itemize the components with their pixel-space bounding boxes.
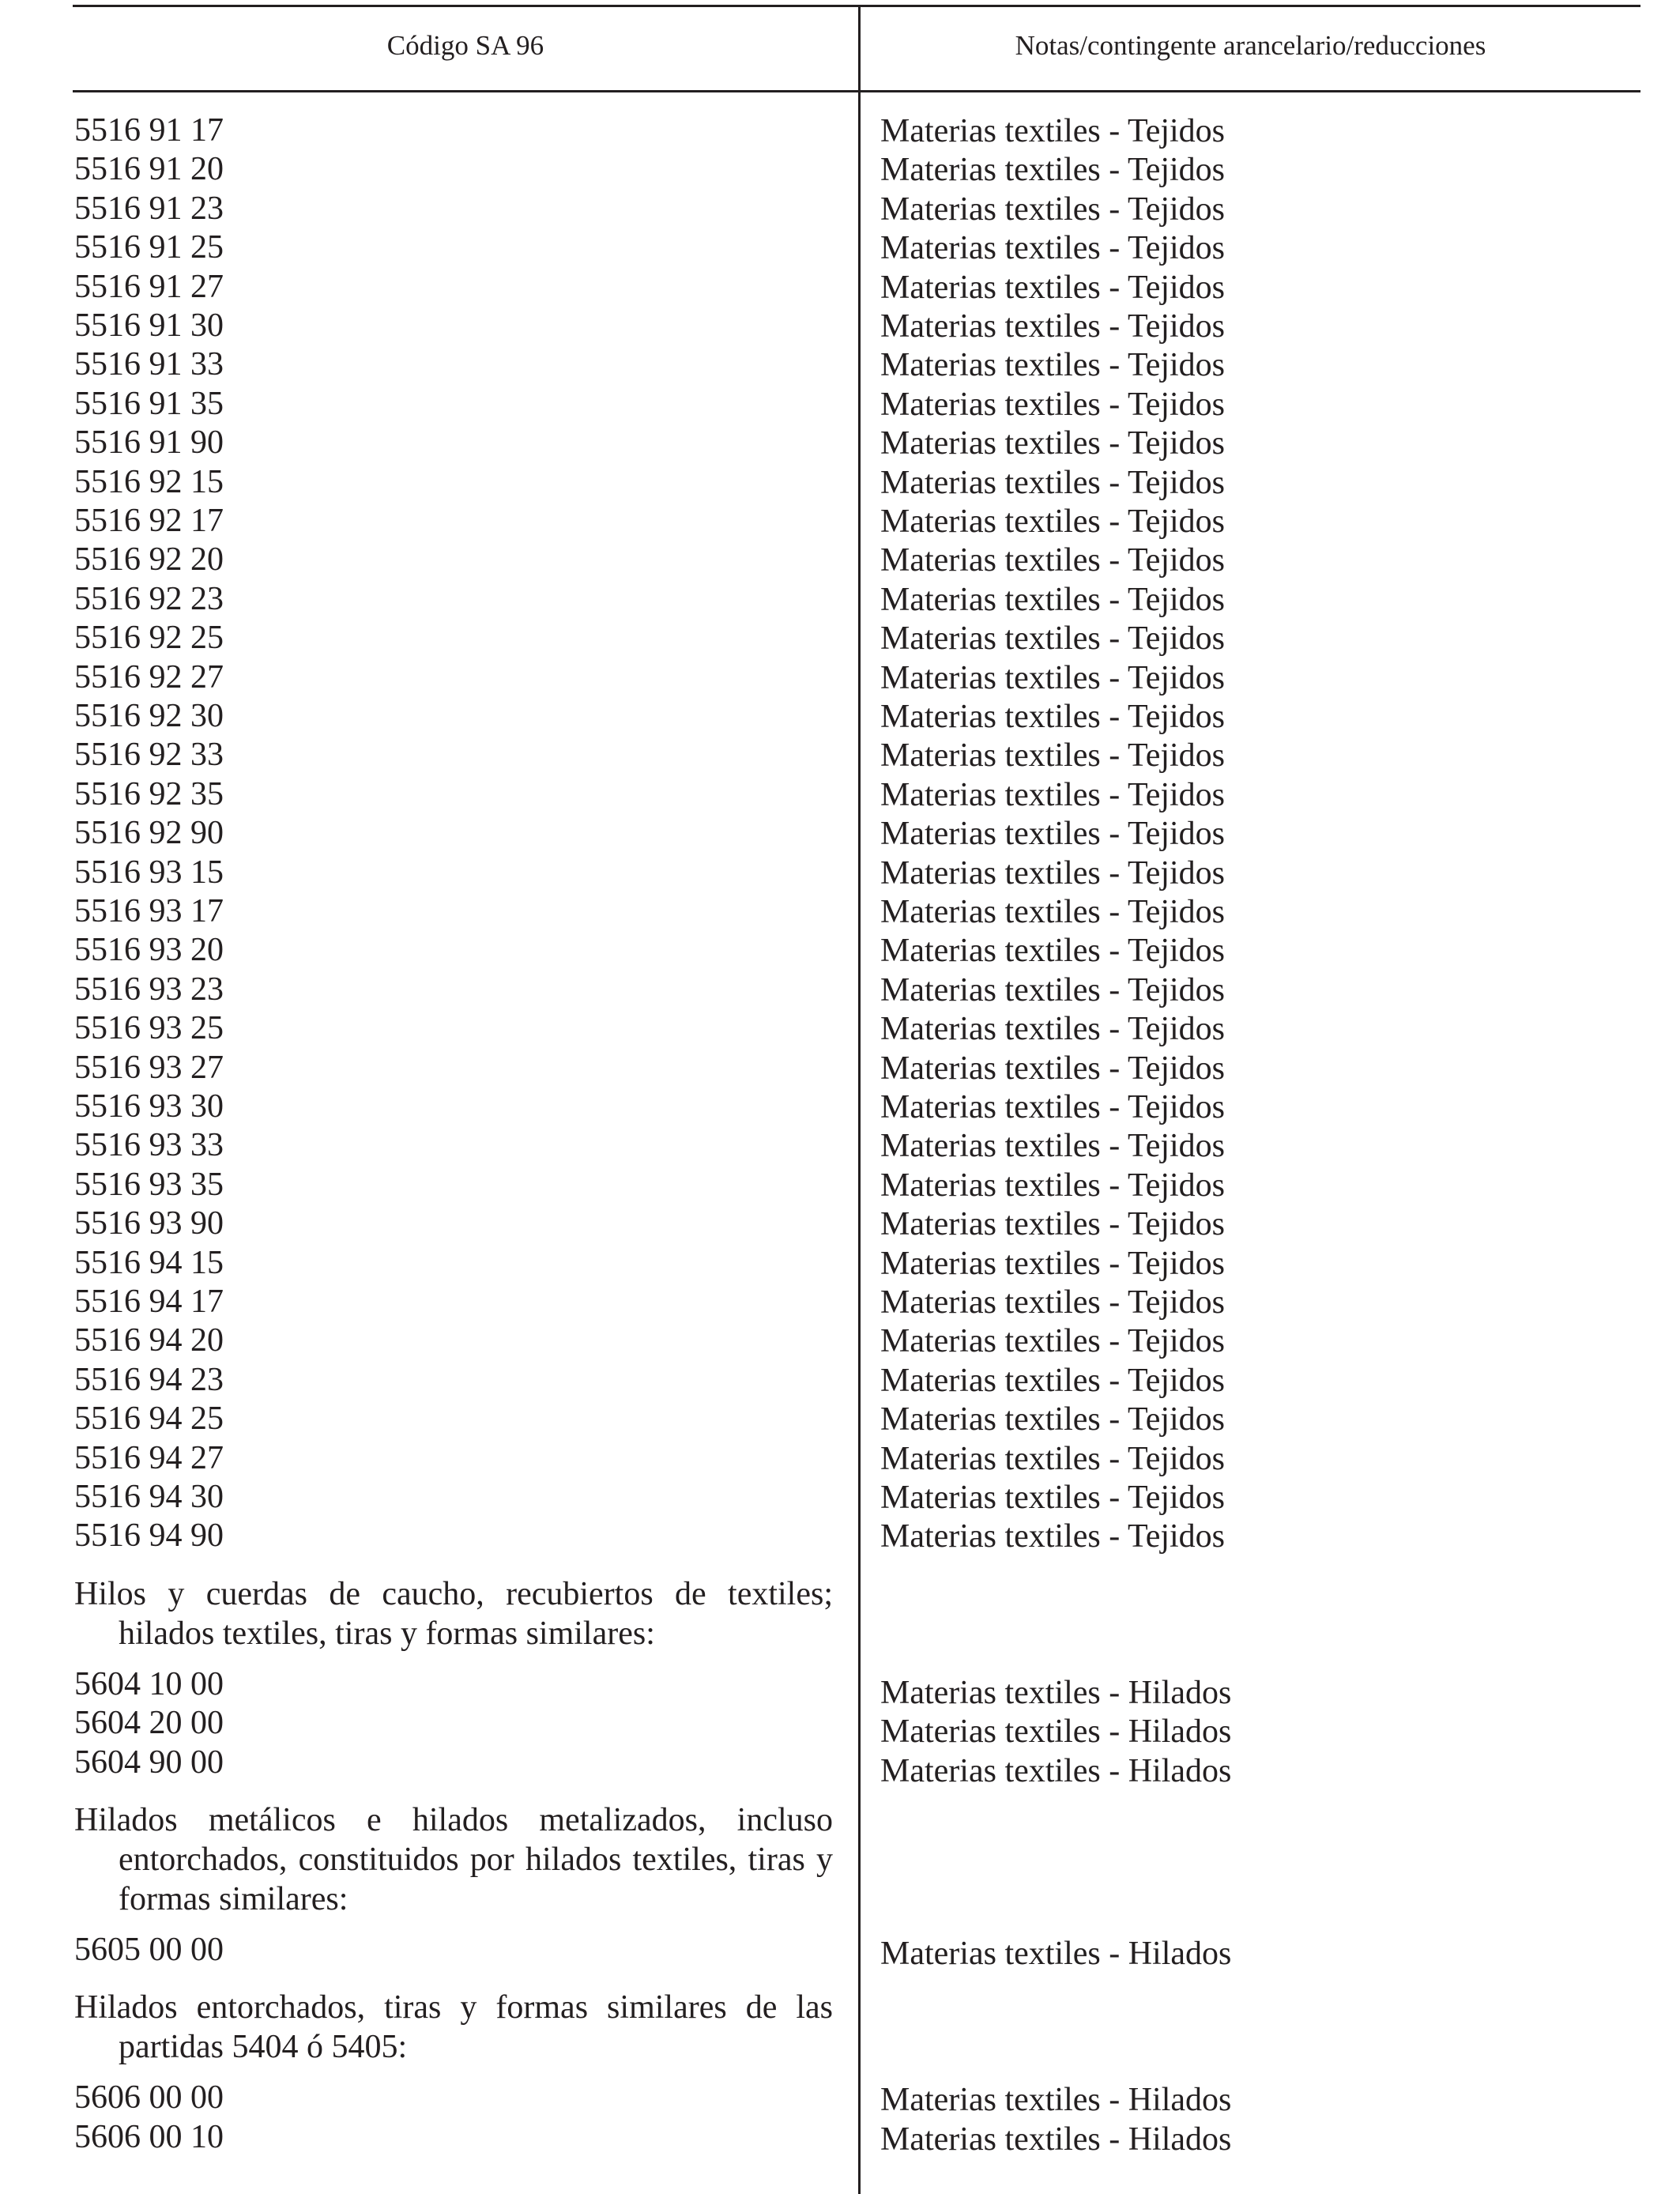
row-note: Materias textiles - Tejidos (880, 503, 1226, 540)
row-code: 5516 93 30 (74, 1088, 224, 1125)
row-note: Materias textiles - Hilados (880, 2120, 1232, 2158)
row-code: 5516 93 17 (74, 893, 224, 929)
row-code: 5516 93 15 (74, 854, 224, 891)
row-note: Materias textiles - Tejidos (880, 152, 1226, 189)
row-code: 5604 90 00 (74, 1744, 224, 1781)
row-note: Materias textiles - Tejidos (880, 971, 1226, 1008)
row-code: 5606 00 00 (74, 2079, 224, 2117)
row-code: 5516 92 25 (74, 620, 224, 657)
row-code: 5516 91 90 (74, 424, 224, 462)
section-heading: Hilos y cuerdas de caucho, recubiertos de textiles; hilados textiles, tiras y formas similares: (74, 1575, 833, 1652)
row-code: 5516 93 35 (74, 1166, 224, 1203)
row-note: Materias textiles - Tejidos (880, 1480, 1226, 1516)
row-code: 5516 94 15 (74, 1244, 224, 1281)
row-code: 5604 10 00 (74, 1665, 224, 1702)
row-code: 5516 91 33 (74, 346, 224, 383)
row-code: 5516 92 35 (74, 775, 224, 812)
row-code: 5516 94 17 (74, 1284, 224, 1320)
row-note: Materias textiles - Tejidos (880, 1245, 1226, 1282)
row-note: Materias textiles - Tejidos (880, 190, 1226, 228)
row-code: 5516 92 30 (74, 698, 224, 734)
row-note: Materias textiles - Hilados (880, 1674, 1232, 1711)
row-note: Materias textiles - Tejidos (880, 1440, 1226, 1477)
column-header-code: Código SA 96 (386, 30, 544, 61)
row-code: 5516 94 20 (74, 1322, 224, 1359)
row-code: 5516 94 23 (74, 1361, 224, 1398)
row-code: 5516 93 20 (74, 932, 224, 969)
row-code: 5516 93 23 (74, 971, 224, 1008)
row-note: Materias textiles - Hilados (880, 1713, 1232, 1751)
row-code: 5516 94 25 (74, 1400, 224, 1438)
row-code: 5516 92 15 (74, 463, 224, 500)
row-note: Materias textiles - Tejidos (880, 620, 1226, 658)
row-note: Materias textiles - Tejidos (880, 1128, 1226, 1165)
row-note: Materias textiles - Tejidos (880, 113, 1226, 149)
row-code: 5516 93 25 (74, 1010, 224, 1047)
row-note: Materias textiles - Tejidos (880, 1167, 1226, 1204)
row-note: Materias textiles - Tejidos (880, 347, 1226, 384)
row-note: Materias textiles - Tejidos (880, 1050, 1226, 1087)
row-note: Materias textiles - Tejidos (880, 1206, 1226, 1243)
row-code: 5516 91 23 (74, 190, 224, 227)
row-note: Materias textiles - Tejidos (880, 386, 1226, 423)
row-code: 5516 92 23 (74, 580, 224, 617)
row-note: Materias textiles - Tejidos (880, 1362, 1226, 1399)
row-code: 5516 94 30 (74, 1479, 224, 1515)
row-code: 5606 00 10 (74, 2118, 224, 2155)
row-note: Materias textiles - Tejidos (880, 269, 1226, 306)
row-code: 5516 92 20 (74, 541, 224, 579)
row-note: Materias textiles - Tejidos (880, 464, 1226, 501)
row-note: Materias textiles - Tejidos (880, 699, 1226, 735)
row-code: 5516 93 33 (74, 1127, 224, 1164)
row-note: Materias textiles - Tejidos (880, 425, 1226, 462)
row-code: 5516 92 17 (74, 503, 224, 539)
row-note: Materias textiles - Tejidos (880, 659, 1226, 696)
column-header-notes: Notas/contingente arancelario/reducciones (1015, 30, 1486, 61)
row-code: 5516 94 27 (74, 1439, 224, 1476)
row-note: Materias textiles - Tejidos (880, 737, 1226, 775)
row-code: 5516 93 90 (74, 1205, 224, 1242)
row-note: Materias textiles - Tejidos (880, 542, 1226, 579)
row-note: Materias textiles - Tejidos (880, 581, 1226, 618)
row-code: 5516 91 35 (74, 385, 224, 422)
row-note: Materias textiles - Tejidos (880, 776, 1226, 813)
row-code: 5516 92 90 (74, 815, 224, 852)
row-code: 5516 94 90 (74, 1517, 224, 1555)
row-code: 5516 91 30 (74, 307, 224, 344)
row-code: 5516 91 25 (74, 229, 224, 266)
row-note: Materias textiles - Tejidos (880, 308, 1226, 345)
row-code: 5516 92 33 (74, 737, 224, 774)
row-code: 5516 92 27 (74, 658, 224, 696)
row-note: Materias textiles - Hilados (880, 1752, 1232, 1789)
row-note: Materias textiles - Tejidos (880, 1089, 1226, 1125)
row-code: 5604 20 00 (74, 1705, 224, 1742)
row-note: Materias textiles - Tejidos (880, 816, 1226, 853)
row-note: Materias textiles - Tejidos (880, 854, 1226, 892)
row-code: 5516 91 27 (74, 268, 224, 305)
row-note: Materias textiles - Tejidos (880, 894, 1226, 930)
row-code: 5516 91 20 (74, 151, 224, 188)
row-note: Materias textiles - Tejidos (880, 230, 1226, 267)
row-note: Materias textiles - Hilados (880, 1936, 1232, 1972)
row-code: 5516 91 17 (74, 112, 224, 149)
row-note: Materias textiles - Tejidos (880, 933, 1226, 970)
row-note: Materias textiles - Tejidos (880, 1011, 1226, 1048)
row-note: Materias textiles - Tejidos (880, 1518, 1226, 1555)
section-heading: Hilados entorchados, tiras y formas similares de las partidas 5404 ó 5405: (74, 1989, 833, 2066)
row-code: 5516 93 27 (74, 1049, 224, 1086)
row-note: Materias textiles - Tejidos (880, 1323, 1226, 1360)
row-note: Materias textiles - Hilados (880, 2082, 1232, 2119)
section-heading: Hilados metálicos e hilados metalizados, incluso entorchados, constituidos por hilados textiles, tiras y formas similares: (74, 1802, 833, 1917)
row-note: Materias textiles - Tejidos (880, 1401, 1226, 1438)
row-code: 5605 00 00 (74, 1932, 224, 1968)
row-note: Materias textiles - Tejidos (880, 1284, 1226, 1321)
